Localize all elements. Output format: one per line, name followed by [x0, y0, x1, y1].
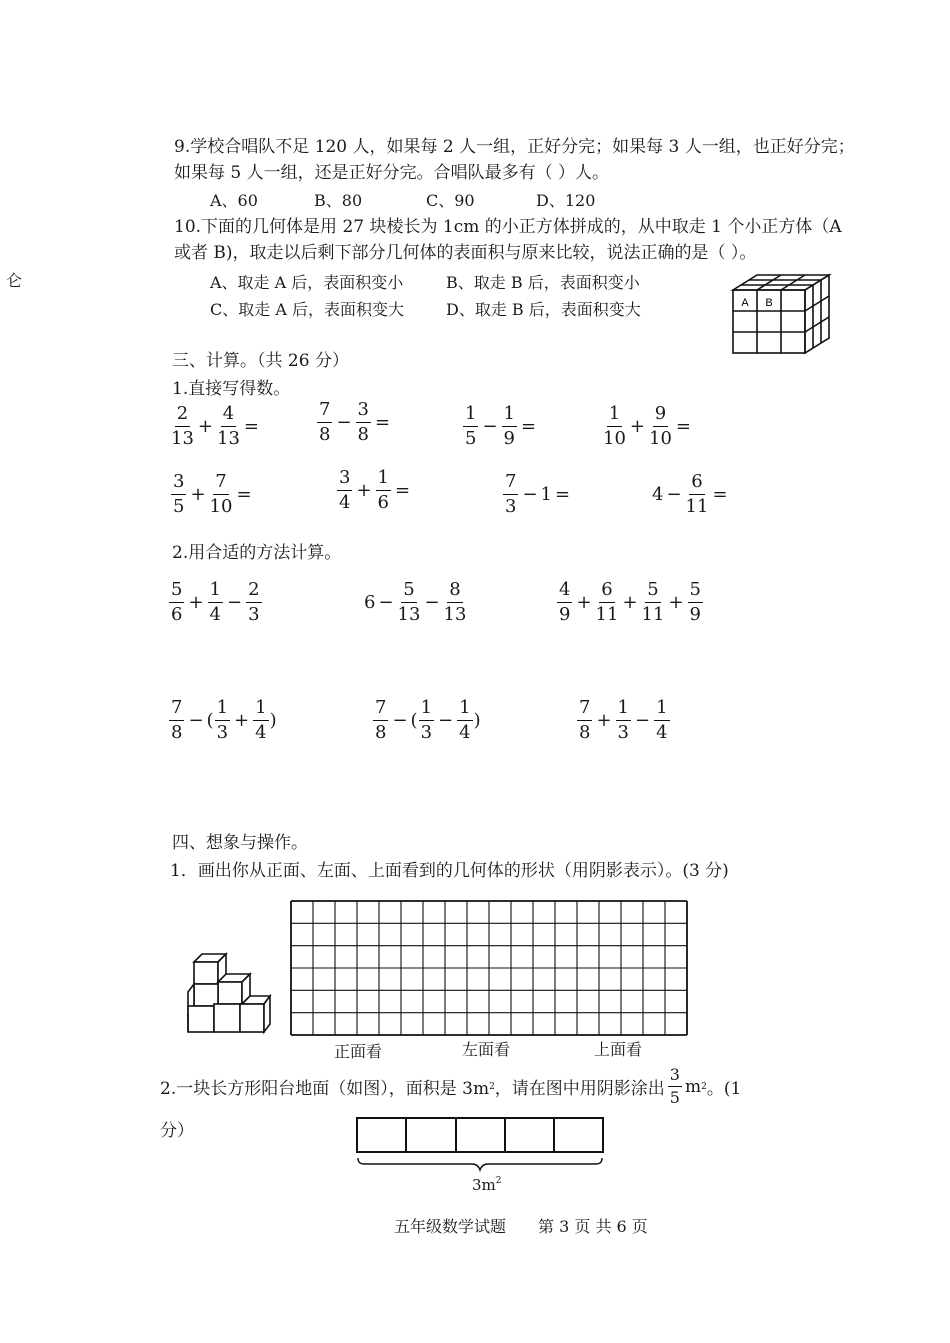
- cube-3x3x3-figure: [730, 272, 840, 356]
- method-calc-3: $\frac{4}{9}$ + $\frac{6}{11}$ + $\frac{5}{11}$ + $\frac{5}{9}$: [559, 579, 701, 625]
- section3-part1-title: 1.直接写得数。: [172, 379, 291, 399]
- q9-option-c[interactable]: C、90: [426, 191, 475, 210]
- method-calc-6: $\frac{7}{8}$ + $\frac{1}{3}$ − $\frac{1}{4}$: [579, 697, 668, 743]
- footer-subject: 五年级数学试题: [394, 1217, 507, 1236]
- q10-line2: 或者 B)，取走以后剩下部分几何体的表面积与原来比较，说法正确的是（ ）。: [174, 243, 757, 263]
- direct-calc-4: $\frac{1}{10}$ + $\frac{9}{10}$ =: [603, 403, 691, 449]
- direct-calc-2: $\frac{7}{8}$ − $\frac{3}{8}$ =: [319, 399, 391, 445]
- view-label-front: 正面看: [334, 1042, 383, 1061]
- method-calc-4: $\frac{7}{8}$ − ( $\frac{1}{3}$ + $\frac{1}{4}$ ): [171, 697, 277, 743]
- q10-option-b[interactable]: B、取走 B 后，表面积变小: [446, 273, 640, 292]
- section3-part2-title: 2.用合适的方法计算。: [172, 543, 342, 563]
- section4-title: 四、想象与操作。: [172, 833, 308, 853]
- footer-page: 第 3 页 共 6 页: [538, 1217, 648, 1236]
- direct-calc-8: 4 − $\frac{6}{11}$ =: [652, 471, 728, 517]
- drawing-grid[interactable]: [290, 900, 688, 1036]
- q9-option-b[interactable]: B、80: [314, 191, 363, 210]
- q10-option-c[interactable]: C、取走 A 后，表面积变大: [210, 300, 404, 319]
- section4-q1-text: 1．画出你从正面、左面、上面看到的几何体的形状（用阴影表示）。(3 分): [170, 861, 729, 881]
- cube-label-a: A: [741, 297, 749, 309]
- q10-option-a[interactable]: A、取走 A 后，表面积变小: [210, 273, 404, 292]
- direct-calc-1: $\frac{2}{13}$ + $\frac{4}{13}$ =: [171, 403, 259, 449]
- section3-title: 三、计算。（共 26 分）: [172, 351, 349, 371]
- method-calc-2: 6 − $\frac{5}{13}$ − $\frac{8}{13}$: [364, 579, 467, 625]
- view-label-top: 上面看: [594, 1040, 643, 1059]
- measure-brace: [358, 1158, 602, 1170]
- stacked-cubes-figure: [186, 948, 272, 1038]
- section4-q2-text-cont: 分）: [160, 1121, 194, 1141]
- method-calc-5: $\frac{7}{8}$ − ( $\frac{1}{3}$ − $\frac{1}{4}$ ): [375, 697, 481, 743]
- direct-calc-3: $\frac{1}{5}$ − $\frac{1}{9}$ =: [465, 403, 537, 449]
- direct-calc-6: $\frac{3}{4}$ + $\frac{1}{6}$ =: [339, 467, 411, 513]
- q9-option-d[interactable]: D、120: [536, 191, 596, 210]
- direct-calc-7: $\frac{7}{3}$ − 1 =: [505, 471, 571, 517]
- cube-label-b: B: [765, 297, 773, 309]
- margin-mark: 仑: [6, 271, 23, 290]
- method-calc-1: $\frac{5}{6}$ + $\frac{1}{4}$ − $\frac{2}{3}$: [171, 579, 260, 625]
- section4-q2-text: 2.一块长方形阳台地面（如图），面积是 3m 2 ，请在图中用阴影涂出 $\frac{3}{5}$ m 2 。(1: [160, 1065, 742, 1107]
- view-label-left: 左面看: [462, 1040, 511, 1059]
- q10-option-d[interactable]: D、取走 B 后，表面积变大: [446, 300, 641, 319]
- q9-line1: 9.学校合唱队不足 120 人，如果每 2 人一组，正好分完；如果每 3 人一组，也正好分完；: [174, 137, 855, 157]
- balcony-outline: [357, 1118, 603, 1152]
- area-label: $3m^2$: [472, 1176, 502, 1194]
- q9-line2: 如果每 5 人一组，还是正好分完。合唱队最多有（ ）人。: [174, 163, 610, 183]
- q10-line1: 10.下面的几何体是用 27 块棱长为 1cm 的小正方体拼成的，从中取走 1 个小正方体（A: [174, 217, 842, 237]
- direct-calc-5: $\frac{3}{5}$ + $\frac{7}{10}$ =: [173, 471, 252, 517]
- q9-option-a[interactable]: A、60: [210, 191, 258, 210]
